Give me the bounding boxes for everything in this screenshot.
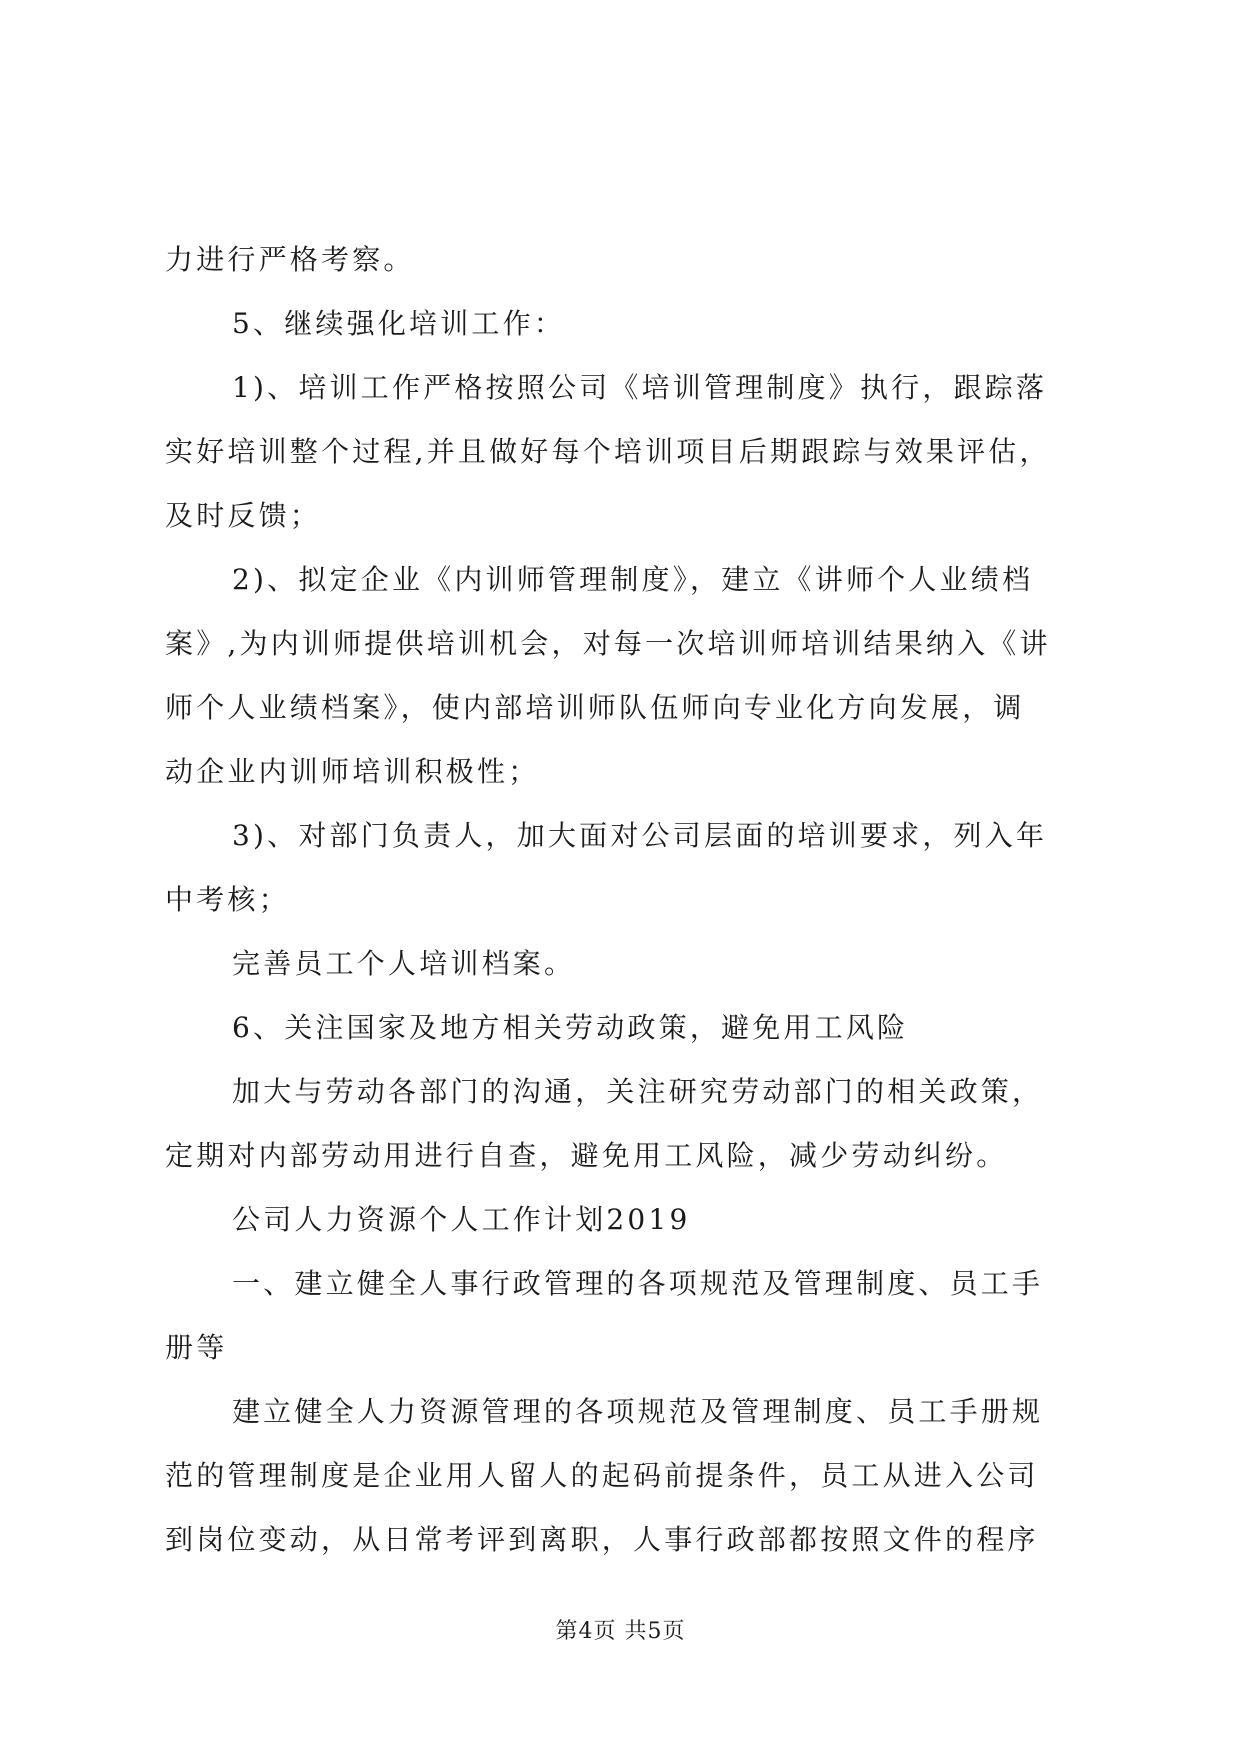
section-heading: 册等 bbox=[165, 1331, 228, 1364]
text-line: 完善员工个人培训档案。 bbox=[232, 947, 576, 980]
text-line: 及时反馈； bbox=[165, 499, 322, 532]
text-line: 定期对内部劳动用进行自查，避免用工风险，减少劳动纠纷。 bbox=[165, 1139, 1008, 1172]
document-title: 公司人力资源个人工作计划2019 bbox=[232, 1203, 691, 1236]
section-heading: 6、关注国家及地方相关劳动政策，避免用工风险 bbox=[232, 1011, 909, 1044]
text-line: 案》,为内训师提供培训机会，对每一次培训师培训结果纳入《讲 bbox=[165, 627, 1051, 660]
text-line: 加大与劳动各部门的沟通，关注研究劳动部门的相关政策， bbox=[232, 1075, 1044, 1108]
text-line: 中考核； bbox=[165, 883, 290, 916]
text-line: 动企业内训师培训积极性； bbox=[165, 755, 540, 788]
section-heading: 一、建立健全人事行政管理的各项规范及管理制度、员工手 bbox=[232, 1267, 1044, 1300]
text-line: 范的管理制度是企业用人留人的起码前提条件，员工从进入公司 bbox=[165, 1459, 1039, 1492]
text-line: 力进行严格考察。 bbox=[165, 243, 415, 276]
text-line: 建立健全人力资源管理的各项规范及管理制度、员工手册规 bbox=[232, 1395, 1044, 1428]
text-line: 师个人业绩档案》，使内部培训师队伍师向专业化方向发展，调 bbox=[165, 691, 1025, 724]
text-line: 到岗位变动，从日常考评到离职，人事行政部都按照文件的程序 bbox=[165, 1523, 1039, 1556]
document-body bbox=[165, 228, 1085, 1572]
text-line: 3)、对部门负责人，加大面对公司层面的培训要求，列入年 bbox=[232, 819, 1048, 852]
section-heading: 5、继续强化培训工作： bbox=[232, 307, 566, 340]
text-line: 2)、拟定企业《内训师管理制度》，建立《讲师个人业绩档 bbox=[232, 563, 1034, 596]
text-line: 实好培训整个过程,并且做好每个培训项目后期跟踪与效果评估， bbox=[165, 435, 1051, 468]
text-line: 1)、培训工作严格按照公司《培训管理制度》执行，跟踪落 bbox=[232, 371, 1048, 404]
page-number-footer: 第4页 共5页 bbox=[555, 1619, 686, 1644]
